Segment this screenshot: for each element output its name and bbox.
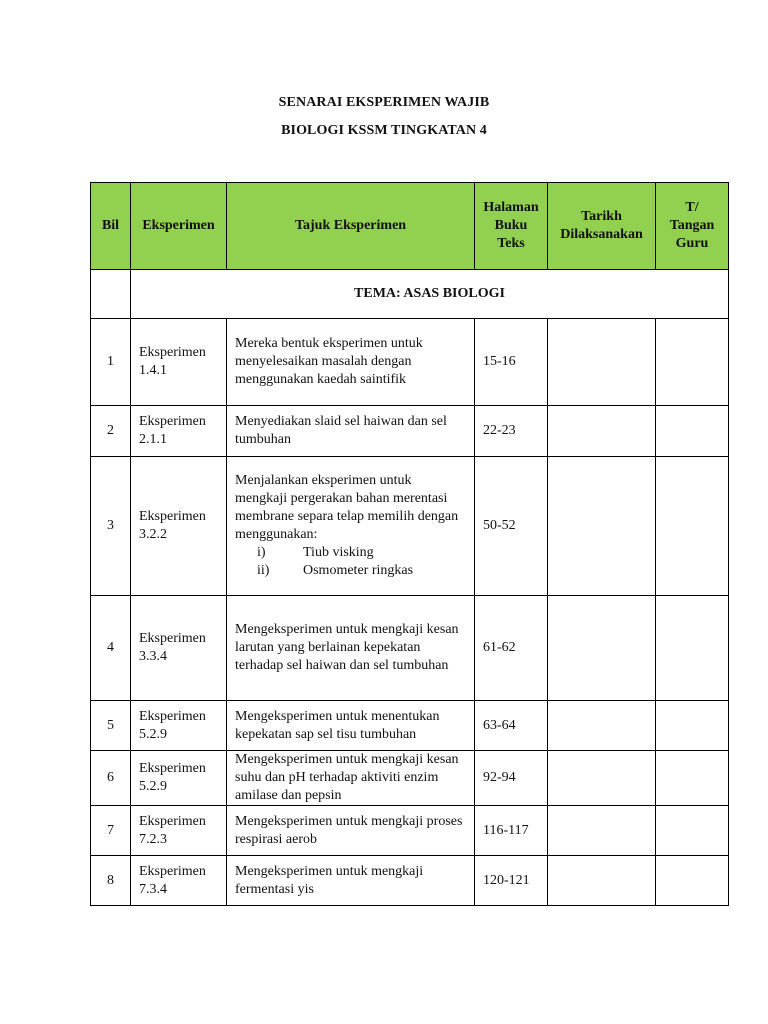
cell-tandatangan	[656, 701, 729, 751]
cell-tandatangan	[656, 457, 729, 596]
cell-eksperimen: Eksperimen 7.3.4	[131, 856, 227, 906]
cell-halaman: 61-62	[475, 596, 548, 701]
cell-bil: 5	[91, 701, 131, 751]
theme-label: TEMA: ASAS BIOLOGI	[131, 270, 729, 319]
tajuk-sublist	[235, 544, 466, 580]
cell-bil: 1	[91, 319, 131, 406]
cell-eksperimen: Eksperimen 3.3.4	[131, 596, 227, 701]
cell-halaman: 92-94	[475, 751, 548, 806]
cell-tajuk: Mengeksperimen untuk mengkaji proses respirasi aerob	[227, 806, 475, 856]
cell-tarikh	[548, 856, 656, 906]
cell-tarikh	[548, 806, 656, 856]
cell-bil: 8	[91, 856, 131, 906]
header-eksperimen: Eksperimen	[131, 183, 227, 270]
theme-row	[91, 270, 729, 319]
header-halaman: Halaman Buku Teks	[475, 183, 548, 270]
table-row	[91, 751, 729, 806]
cell-bil: 3	[91, 457, 131, 596]
table-row	[91, 856, 729, 906]
header-tandatangan: T/ Tangan Guru	[656, 183, 729, 270]
cell-tarikh	[548, 751, 656, 806]
cell-tajuk: Mengeksperimen untuk menentukan kepekatan sap sel tisu tumbuhan	[227, 701, 475, 751]
cell-tajuk: Mengeksperimen untuk mengkaji kesan suhu dan pH terhadap aktiviti enzim amilase dan pepsin	[227, 751, 475, 806]
cell-eksperimen: Eksperimen 5.2.9	[131, 701, 227, 751]
cell-tajuk: Mereka bentuk eksperimen untuk menyelesaikan masalah dengan menggunakan kaedah saintifik	[227, 319, 475, 406]
cell-tarikh	[548, 457, 656, 596]
cell-halaman: 15-16	[475, 319, 548, 406]
cell-bil: 2	[91, 406, 131, 457]
table-row	[91, 457, 729, 596]
table-row	[91, 596, 729, 701]
cell-halaman: 22-23	[475, 406, 548, 457]
header-bil: Bil	[91, 183, 131, 270]
cell-tajuk-text: Menjalankan eksperimen untuk mengkaji pergerakan bahan merentasi membrane separa telap memilih dengan menggunakan:	[235, 473, 459, 542]
document-title: SENARAI EKSPERIMEN WAJIB	[278, 95, 490, 110]
document-subtitle: BIOLOGI KSSM TINGKATAN 4	[281, 123, 487, 138]
cell-tandatangan	[656, 856, 729, 906]
cell-halaman: 63-64	[475, 701, 548, 751]
cell-tandatangan	[656, 319, 729, 406]
cell-halaman: 50-52	[475, 457, 548, 596]
cell-tarikh	[548, 406, 656, 457]
cell-bil: 6	[91, 751, 131, 806]
sublist-item-text: Osmometer ringkas	[303, 563, 414, 578]
experiment-table	[90, 182, 729, 906]
sublist-item	[235, 562, 466, 580]
cell-tandatangan	[656, 751, 729, 806]
cell-bil: 7	[91, 806, 131, 856]
sublist-item-number: ii)	[257, 563, 270, 578]
cell-tajuk: Mengeksperimen untuk mengkaji kesan larutan yang berlainan kepekatan terhadap sel haiwan dan sel tumbuhan	[227, 596, 475, 701]
sublist-item-text: Tiub visking	[303, 545, 374, 560]
cell-eksperimen: Eksperimen 1.4.1	[131, 319, 227, 406]
table-row	[91, 806, 729, 856]
cell-tajuk	[227, 457, 475, 596]
cell-tarikh	[548, 596, 656, 701]
sublist-item	[235, 544, 466, 562]
header-tajuk: Tajuk Eksperimen	[227, 183, 475, 270]
cell-tajuk: Mengeksperimen untuk mengkaji fermentasi yis	[227, 856, 475, 906]
cell-tajuk: Menyediakan slaid sel haiwan dan sel tumbuhan	[227, 406, 475, 457]
cell-eksperimen: Eksperimen 7.2.3	[131, 806, 227, 856]
table-row	[91, 406, 729, 457]
cell-tandatangan	[656, 806, 729, 856]
cell-tarikh	[548, 701, 656, 751]
cell-eksperimen: Eksperimen 5.2.9	[131, 751, 227, 806]
table-row	[91, 319, 729, 406]
cell-bil: 4	[91, 596, 131, 701]
cell-tandatangan	[656, 406, 729, 457]
cell-tarikh	[548, 319, 656, 406]
cell-eksperimen: Eksperimen 2.1.1	[131, 406, 227, 457]
table-row	[91, 701, 729, 751]
sublist-item-number: i)	[257, 545, 266, 560]
cell-tandatangan	[656, 596, 729, 701]
header-tarikh: Tarikh Dilaksanakan	[548, 183, 656, 270]
theme-empty-cell	[91, 270, 131, 319]
cell-halaman: 120-121	[475, 856, 548, 906]
cell-eksperimen: Eksperimen 3.2.2	[131, 457, 227, 596]
table-header-row	[91, 183, 729, 270]
cell-halaman: 116-117	[475, 806, 548, 856]
